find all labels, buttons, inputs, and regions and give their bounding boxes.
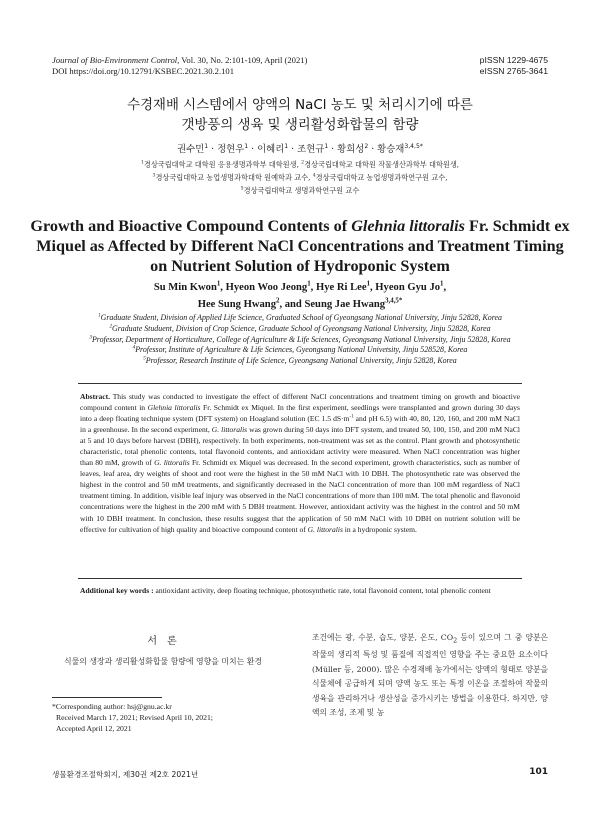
affiliation-text: Professor, Institute of Agriculture & Life Sciences, Gyeongsang National Univetsity, Jinju 528528, Korea [135, 345, 468, 355]
intro-text: 등이 있으며 그 중 양분은 작물의 생리적 특성 및 품질에 직접적인 영향을 주는 중요한 요소이다(Müller 등, 2000). 많은 수경재배 농가에서는 양액의 형태로 양분을 식물체에 공급하게 되며 양액 농도 또는 특정 이온을 조절하여 작물의 생육을 관리하거나 생산성을 증가시키는 방법을 이용한다. 하지만, 양액의 조성, 조제 및 농 [312, 633, 548, 718]
abstract-label: Abstract. [80, 392, 110, 401]
eissn: eISSN 2765-3641 [479, 66, 548, 76]
accepted-date: Accepted April 12, 2021 [56, 724, 132, 733]
abstract-text: This study was conducted to investigate the effect of different NaCl concentrations and treatment timing on growth and bioactive compound content in [80, 392, 520, 413]
author-separator: , [310, 282, 316, 293]
english-title [30, 216, 570, 276]
section-heading-intro: 서론 [147, 636, 187, 647]
journal-header [52, 55, 307, 77]
intro-right-text [312, 631, 548, 721]
abstract-text: in a hydroponic system. [342, 524, 417, 534]
abstract-top-rule [78, 383, 522, 384]
abstract-bottom-rule [78, 578, 522, 579]
aff-sup: 3 [152, 173, 156, 179]
author-sup: 1 [244, 142, 249, 150]
korean-affiliation: 경상국립대학교 농업생명과학연구원 교수, [315, 173, 448, 183]
korean-author: 이혜리 [257, 144, 285, 155]
aff-sup: 5 [143, 355, 146, 362]
keywords-text: antioxidant activity, deep floating technique, photosynthetic rate, total flavonoid content, total phenolic content [153, 586, 491, 595]
author-sup: 1 [324, 142, 329, 150]
abstract-text: Fr. Schmidt ex Miquel was decreased. In the second experiment, growth characteristics, such as number of leaves, leaf area, dry weights of shoot and root were the highest in the 50 mM NaCl with 10 DBH. The photosynthetic rate was observed the highest in the control and 50 mM treatments, and significantly decreased in the NaCl concentration of more than 100 mM regardless of NaCl treatment timing. In addition, visible leaf injury was observed in the NaCl concentrations of more than 100 mM. The total phenolic and flavonoid concentrations were the highest in the 200 mM with 5 DBH treatment. However, antioxidant activity was the highest in the control and 50 mM with 10 DBH treatment. In conclusion, these results suggest that the application of 50 mM NaCl with 10 DBH on nutrient solution will be effective for cultivation of high quality and bioactive compound content of [80, 458, 520, 534]
aff-sup: 5 [240, 187, 244, 193]
footnote [52, 701, 282, 734]
affiliation-text: Professor, Department of Horticulture, College of Agriculture & Life Sciences, Gyeongsang National University, Jinju 52828, Korea [91, 334, 511, 344]
intro-left-text: 식물의 생장과 생리활성화합물 함량에 영향을 미치는 환경 [64, 657, 262, 666]
author-separator: , [443, 282, 447, 293]
author-sup: 1 [366, 280, 370, 288]
doi-link[interactable]: DOI https://doi.org/10.12791/KSBEC.2021.30.2.101 [52, 66, 234, 76]
title-part: Fr. Schmidt ex Miquel as Affected by Different NaCl Concentrations and Treatment Timing on Nutrient Solution of Hydroponic System [36, 217, 570, 275]
journal-citation: , Vol. 30, No. 2:101-109, April (2021) [177, 55, 308, 65]
intro-text: 조건에는 광, 수분, 습도, 양분, 온도, CO [312, 633, 454, 642]
author-sup: 1 [284, 142, 289, 150]
english-authors [0, 280, 600, 313]
aff-sup: 2 [301, 160, 305, 166]
author-sup: 2 [276, 296, 280, 304]
author-sup: 2 [364, 142, 369, 150]
aff-sup: 2 [109, 323, 112, 330]
abstract [80, 391, 520, 535]
aff-sup: 1 [98, 312, 101, 319]
korean-authors [0, 141, 600, 155]
author-separator: , [279, 298, 285, 310]
author-sup: 1 [204, 142, 209, 150]
affiliation-text: Graduate Studuent, Division of Crop Science, Graduate School of Gyeongsang National University, Jinju 52828, Korea [112, 323, 491, 333]
korean-affiliation: 경상국립대학교 농업생명과학대학 원예학과 교수, [155, 173, 313, 183]
corresponding-author: *Corresponding author: hsj@gnu.ac.kr [52, 702, 172, 711]
title-species: Glehnia littoralis [351, 217, 465, 235]
unit-sup: -1 [349, 414, 354, 420]
aff-sup: 4 [312, 173, 316, 179]
abstract-text: was grown during 50 days into DFT system, and treated 50, 100, 150, and 200 mM NaCl at 5 and 10 days before harvest (DBH), respectively. In both experiments, non-treatment was set as the control. Plant growth and photosynthetic characteristic, total phenolic contents, total flavonoid contents, and antioxidant activity were measured. When NaCl concentration was higher than 80 mM, growth of [80, 425, 520, 468]
english-affiliation [0, 356, 600, 367]
issn-block [480, 55, 548, 77]
aff-sup: 1 [140, 160, 144, 166]
species-name: G. littoralis [307, 524, 343, 534]
abstract-text: Fr. Schmidt ex Miquel. In the first experiment, seedlings were transplanted and grown during 30 days into a deep floating technique system (DFT system) on Hoagland solution (EC 1.5 dS·m [80, 403, 520, 424]
english-affiliation [0, 335, 600, 346]
english-affiliation [0, 313, 600, 324]
keywords-label: Additional key words : [80, 586, 154, 595]
journal-name: Journal of Bio-Environment Control [52, 55, 178, 65]
korean-affiliation: 경상국립대학교 생명과학연구원 교수 [243, 186, 360, 196]
pissn: pISSN 1229-4675 [479, 55, 548, 65]
author-separator: · [328, 144, 338, 155]
english-author: Hyeon Woo Jeong [225, 282, 308, 293]
english-author: Su Min Kwon [153, 282, 217, 293]
author-sup: 3,4,5* [385, 296, 403, 304]
korean-title-line1: 수경재배 시스템에서 양액의 NaCl 농도 및 처리시기에 따른 [127, 98, 473, 113]
english-affiliation [0, 324, 600, 335]
author-sup: 1 [307, 280, 311, 288]
korean-author: 정현우 [217, 144, 245, 155]
korean-author: 조현규 [297, 144, 325, 155]
korean-affiliations [0, 158, 600, 198]
footnote-rule [52, 697, 162, 698]
species-name: G. littoralis [211, 425, 248, 435]
english-author: Hee Sung Hwang [197, 298, 276, 310]
korean-author: 권수민 [177, 144, 205, 155]
author-separator: · [288, 144, 298, 155]
korean-title [0, 96, 600, 136]
korean-affiliation: 경상국립대학교 대학원 작물생산과학부 대학원생, [304, 160, 460, 169]
english-affiliation [0, 345, 600, 356]
author-separator: , [220, 282, 226, 293]
author-sup: 1 [216, 280, 221, 288]
english-author: Hye Ri Lee [315, 282, 367, 293]
footer-journal-info: 생물환경조절학회지, 제30권 제2호 2021년 [52, 770, 199, 779]
species-name: G. littoralis [154, 458, 190, 468]
page-number: 101 [529, 767, 548, 777]
abstract-text: and pH 6.5) with 40, 80, 120, 160, and 200 mM NaCl in a greenhouse. In the second experiment, [80, 414, 520, 435]
co2-sub: 2 [453, 636, 458, 645]
aff-sup: 3 [89, 333, 92, 340]
author-separator: · [208, 144, 218, 155]
korean-author: 황희성 [337, 144, 365, 155]
english-author: Hyeon Gyu Jo [375, 282, 441, 293]
title-part: Growth and Bioactive Compound Contents of [30, 217, 352, 235]
keywords [80, 585, 520, 596]
author-sup: 3,4,5* [404, 142, 423, 150]
author-separator: · [368, 144, 378, 155]
aff-sup: 4 [132, 344, 136, 351]
korean-author: 황승재 [377, 144, 405, 155]
affiliation-text: Graduate Student, Division of Applied Life Science, Graduated School of Gyeongsang National University, Jinju 52828, Korea [100, 313, 502, 322]
author-sup: 1 [440, 280, 444, 288]
species-name: Glehnia littoralis [147, 403, 201, 413]
author-separator: , [370, 282, 376, 293]
received-dates: Received March 17, 2021; Revised April 10, 2021; [56, 713, 213, 722]
korean-title-line2: 갯방풍의 생육 및 생리활성화합물의 함량 [181, 118, 419, 133]
korean-affiliation: 경상국립대학교 대학원 응용생명과학부 대학원생, [143, 160, 302, 169]
english-affiliations [0, 313, 600, 367]
english-author: and Seung Jae Hwang [284, 298, 386, 310]
author-separator: · [248, 144, 258, 155]
affiliation-text: Professor, Research Institute of Life Science, Gyeongsang National University, Jinju 52828, Korea [145, 356, 457, 366]
